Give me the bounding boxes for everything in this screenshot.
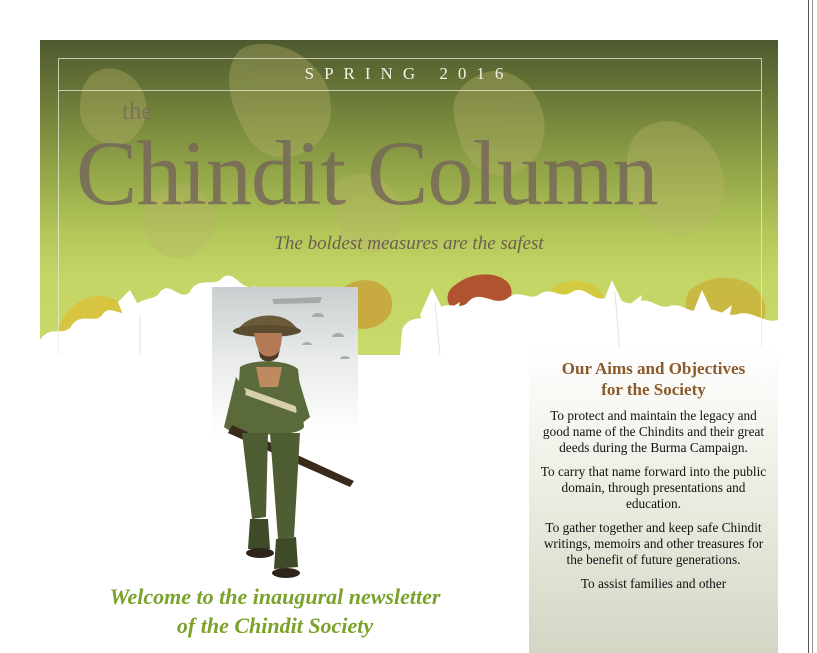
aim-item-3: To gather together and keep safe Chindit writings, memoirs and other treasures for the benefit of future generations. (543, 520, 764, 567)
page-edge-shadow (812, 0, 813, 653)
page-edge (808, 0, 809, 653)
welcome-line1: Welcome to the inaugural newsletter (109, 584, 441, 609)
masthead-banner (40, 40, 778, 355)
issue-season: SPRING 2016 (304, 64, 514, 83)
aim-item-1: To protect and maintain the legacy and good name of the Chindits and their great deeds during the Burma Campaign. (542, 408, 765, 455)
newsletter-motto: The boldest measures are the safest (274, 233, 544, 254)
title-article: the (122, 98, 153, 125)
aims-heading (529, 348, 778, 400)
aim-item-4: To assist families and other (580, 576, 727, 591)
chindit-soldier-illustration (212, 287, 362, 587)
aims-heading-line1: Our Aims and Objectives (561, 359, 746, 378)
aims-objectives-panel (529, 348, 778, 653)
welcome-heading (40, 582, 510, 640)
welcome-line2: of the Chindit Society (176, 613, 374, 638)
aim-item-2: To carry that name forward into the public domain, through presentations and education. (540, 464, 767, 511)
masthead-rule (58, 90, 761, 91)
aims-heading-line2: for the Society (601, 380, 706, 399)
newsletter-title: Chindit Column (76, 122, 658, 224)
